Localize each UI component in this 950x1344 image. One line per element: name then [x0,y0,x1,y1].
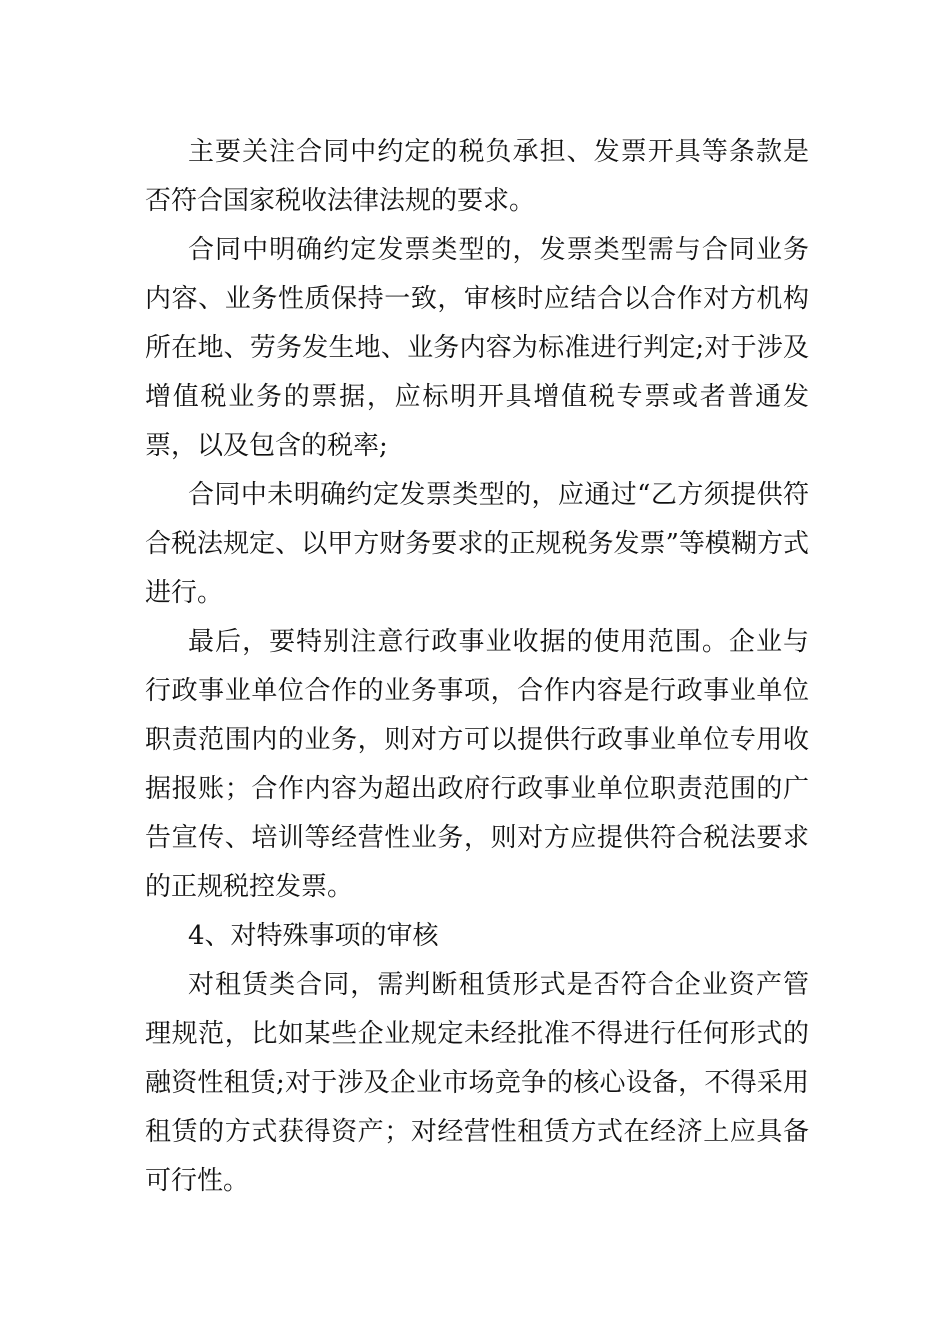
document-page [145,128,809,1206]
paragraph-tax-terms: 主要关注合同中约定的税负承担、发票开具等条款是否符合国家税收法律法规的要求。 [145,137,809,216]
paragraph-lease-contracts: 对租赁类合同，需判断租赁形式是否符合企业资产管理规范，比如某些企业规定未经批准不得进行任何形式的融资性租赁;对于涉及企业市场竞争的核心设备，不得采用租赁的方式获得资产；对经营性租赁方式在经济上应具备可行性。 [145,970,809,1196]
section-heading: 4、对特殊事项的审核 [188,921,439,951]
paragraph-administrative-receipts: 最后，要特别注意行政事业收据的使用范围。企业与行政事业单位合作的业务事项，合作内容是行政事业单位职责范围内的业务，则对方可以提供行政事业单位专用收据报账；合作内容为超出政府行政事业单位职责范围的广告宣传、培训等经营性业务，则对方应提供符合税法要求的正规税控发票。 [145,627,809,902]
paragraph-invoice-type-specified: 合同中明确约定发票类型的，发票类型需与合同业务内容、业务性质保持一致，审核时应结合以合作对方机构所在地、劳务发生地、业务内容为标准进行判定;对于涉及增值税业务的票据，应标明开具增值税专票或者普通发票，以及包含的税率; [145,235,809,461]
paragraph-invoice-type-unspecified: 合同中未明确约定发票类型的，应通过“乙方须提供符合税法规定、以甲方财务要求的正规税务发票”等模糊方式进行。 [145,480,809,608]
